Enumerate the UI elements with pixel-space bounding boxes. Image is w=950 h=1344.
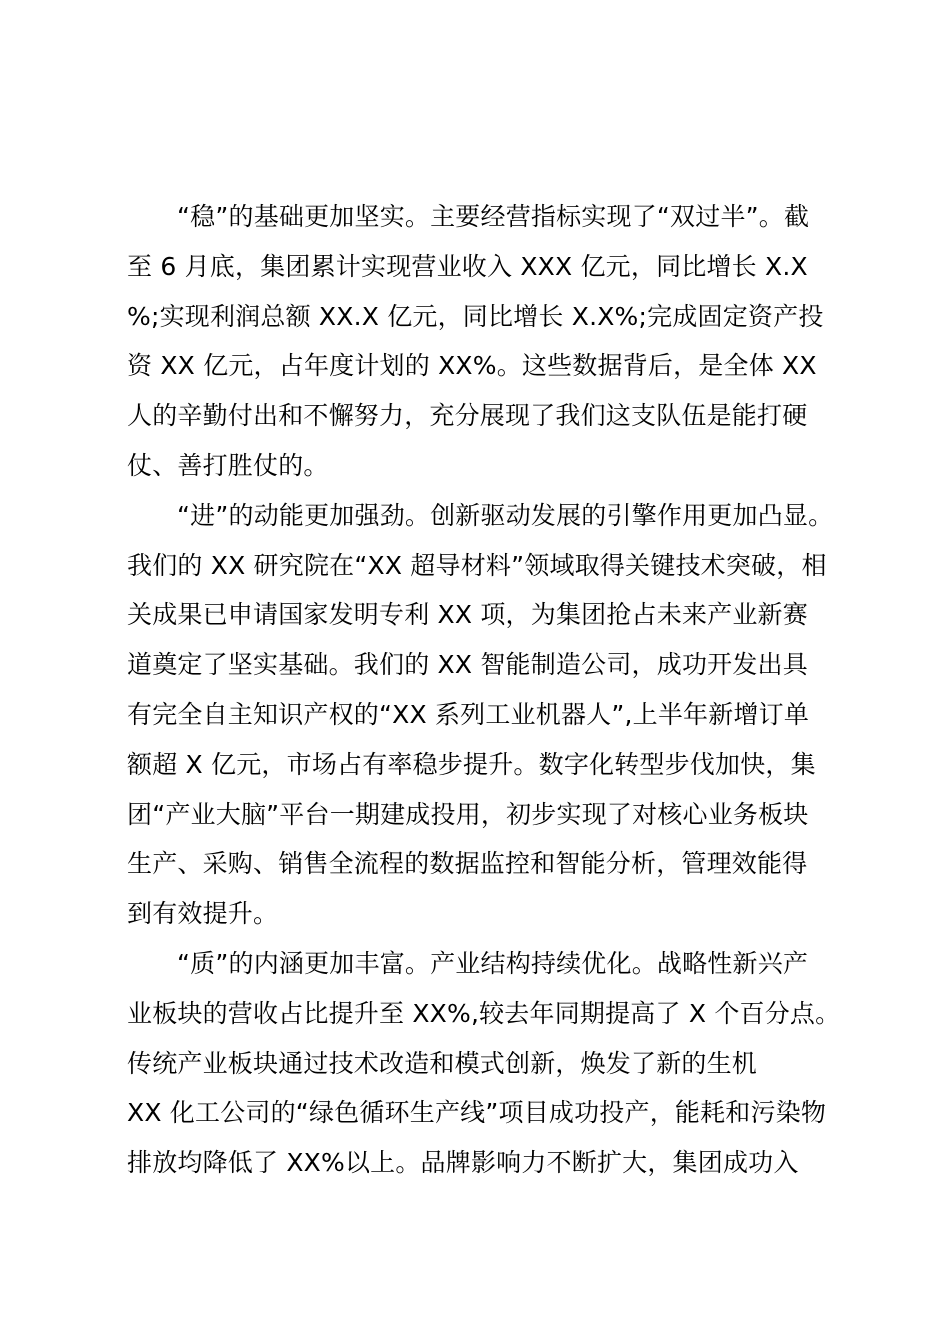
- text-line: XX 化工公司的“绿色循环生产线”项目成功投产，能耗和污染物: [127, 1098, 827, 1128]
- text-line: 我们的 XX 研究院在“XX 超导材料”领域取得关键技术突破，相: [127, 550, 827, 580]
- text-line: 团“产业大脑”平台一期建成投用，初步实现了对核心业务板块: [127, 799, 809, 829]
- text-line: 生产、采购、销售全流程的数据监控和智能分析，管理效能得: [127, 849, 808, 879]
- text-line: 到有效提升。: [127, 899, 279, 929]
- text-line: %;实现利润总额 XX.X 亿元，同比增长 X.X%;完成固定资产投: [127, 301, 824, 331]
- text-line: “质”的内涵更加丰富。产业结构持续优化。战略性新兴产: [177, 948, 809, 978]
- paragraph-quality: [127, 939, 841, 1188]
- text-line: “稳”的基础更加坚实。主要经营指标实现了“双过半”。截: [177, 202, 810, 231]
- text-line: 额超 X 亿元，市场占有率稳步提升。数字化转型步伐加快，集: [127, 749, 816, 779]
- text-line: 人的辛勤付出和不懈努力，充分展现了我们这支队伍是能打硬: [127, 401, 808, 431]
- text-line: 资 XX 亿元，占年度计划的 XX%。这些数据背后，是全体 XX: [127, 351, 817, 381]
- text-line: 仗、善打胜仗的。: [127, 450, 329, 480]
- paragraph-stability: [127, 192, 827, 491]
- text-line: 至 6 月底，集团累计实现营业收入 XXX 亿元，同比增长 X.X: [127, 251, 808, 281]
- text-line: “进”的动能更加强劲。创新驱动发展的引擎作用更加凸显。: [177, 500, 834, 530]
- text-line: 传统产业板块通过技术改造和模式创新，焕发了新的生机: [127, 1048, 758, 1078]
- paragraph-progress: [127, 491, 834, 939]
- document-page: [127, 192, 841, 1188]
- text-line: 业板块的营收占比提升至 XX%,较去年同期提高了 X 个百分点。: [127, 998, 841, 1028]
- text-line: 关成果已申请国家发明专利 XX 项，为集团抢占未来产业新赛: [127, 600, 808, 630]
- text-line: 道奠定了坚实基础。我们的 XX 智能制造公司，成功开发出具: [127, 650, 808, 680]
- text-line: 有完全自主知识产权的“XX 系列工业机器人”,上半年新增订单: [127, 699, 810, 729]
- text-line: 排放均降低了 XX%以上。品牌影响力不断扩大，集团成功入: [127, 1148, 799, 1178]
